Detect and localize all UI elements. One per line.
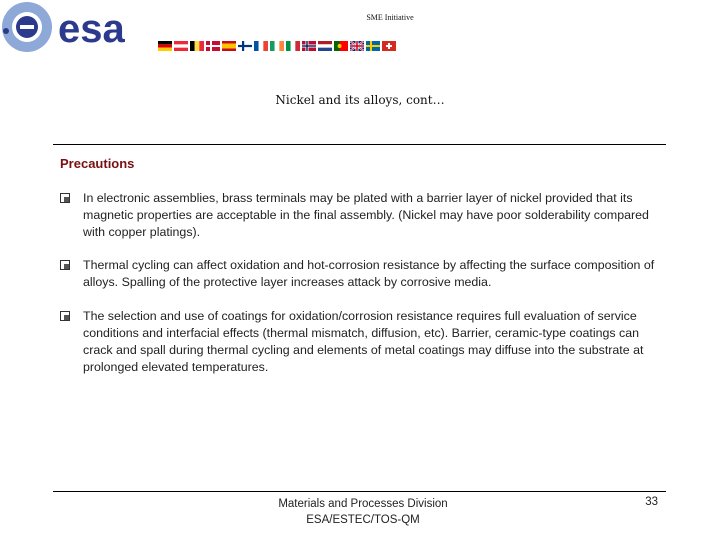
- slide-title: Nickel and its alloys, cont…: [275, 93, 445, 107]
- flag-finland-icon: [238, 41, 252, 51]
- footer-division: Materials and Processes Division: [278, 498, 448, 510]
- esa-logo-icon: [0, 0, 160, 58]
- bullet-text: Thermal cycling can affect oxidation and hot-corrosion resistance by affecting the surface composition of alloys. Spalling of the protective layer increases attack by corrosive media.: [83, 258, 655, 289]
- flag-row: [158, 41, 396, 51]
- list-item: [60, 190, 668, 241]
- square-bullet-icon: [60, 260, 70, 270]
- square-bullet-icon: [60, 193, 70, 203]
- flag-france-icon: [254, 41, 268, 51]
- sme-initiative-label: SME Initiative: [366, 13, 414, 22]
- bullet-text: In electronic assemblies, brass terminals may be plated with a barrier layer of nickel provided that its magnetic properties are acceptable in the final assembly. (Nickel may have poor solderability compared with copper platings).: [83, 191, 649, 239]
- page-number: 33: [645, 496, 658, 508]
- square-bullet-icon: [60, 311, 70, 321]
- flag-netherlands-icon: [318, 41, 332, 51]
- flag-spain-icon: [222, 41, 236, 51]
- bullet-text: The selection and use of coatings for oxidation/corrosion resistance requires full evaluation of service conditions and interfacial effects (thermal mismatch, diffusion, etc). Barrier, ceramic-type coatings can crack and spall during thermal cycling and elements of metal coatings may diffuse into the substrate at prolonged elevated temperatures.: [83, 309, 644, 374]
- flag-portugal-icon: [334, 41, 348, 51]
- section-heading: Precautions: [60, 156, 135, 171]
- header-divider: [53, 144, 666, 145]
- footer: [210, 496, 516, 528]
- flag-ireland-icon: [270, 41, 284, 51]
- flag-italy-icon: [286, 41, 300, 51]
- list-item: [60, 257, 668, 291]
- flag-austria-icon: [174, 41, 188, 51]
- flag-belgium-icon: [190, 41, 204, 51]
- footer-department: ESA/ESTEC/TOS-QM: [306, 514, 420, 526]
- list-item: [60, 308, 668, 376]
- flag-norway-icon: [302, 41, 316, 51]
- flag-switzerland-icon: [382, 41, 396, 51]
- flag-uk-icon: [350, 41, 364, 51]
- flag-denmark-icon: [206, 41, 220, 51]
- flag-sweden-icon: [366, 41, 380, 51]
- flag-germany-icon: [158, 41, 172, 51]
- logo-text: esa: [58, 7, 125, 51]
- footer-divider: [53, 491, 666, 492]
- esa-logo: [0, 0, 160, 58]
